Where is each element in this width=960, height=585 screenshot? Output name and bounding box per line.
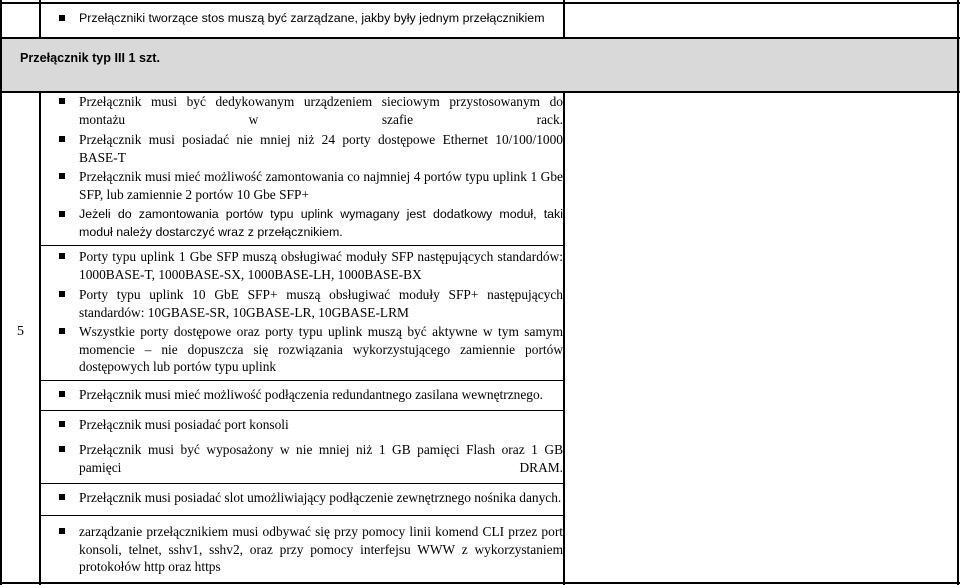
section-heading: Przełącznik typ III 1 szt. <box>20 51 160 65</box>
bullet-icon <box>59 421 65 427</box>
row-number: 5 <box>17 324 24 339</box>
list-item <box>58 286 563 321</box>
list-item-text: Przełączniki tworzące stos muszą być zarządzane, jakby były jednym przełącznikiem <box>79 11 545 25</box>
list-item <box>58 386 563 404</box>
list-item <box>58 168 563 203</box>
bullet-icon <box>59 494 65 500</box>
column-divider-description <box>563 0 565 38</box>
list-item <box>58 248 563 283</box>
list-item <box>58 441 563 476</box>
list-item-text: Jeżeli do zamontowania portów typu uplink wymagany jest dodatkowy moduł, taki moduł należy dostarczyć wraz z przełącznikiem. <box>79 207 563 239</box>
list-item <box>58 131 563 166</box>
item-divider <box>41 483 563 484</box>
item-divider <box>41 515 563 516</box>
table-border-top <box>0 2 960 4</box>
bullet-icon <box>59 173 65 179</box>
table-border-bottom <box>0 582 960 584</box>
bullet-icon <box>59 253 65 259</box>
list-item-text: Przełącznik musi posiadać port konsoli <box>79 417 289 432</box>
bullet-icon <box>59 446 65 452</box>
bullet-icon <box>59 328 65 334</box>
table-border-left <box>0 0 2 585</box>
list-item <box>58 323 563 376</box>
bullet-icon <box>59 98 65 104</box>
item-divider <box>41 410 563 411</box>
bullet-icon <box>59 391 65 397</box>
bullet-icon <box>59 15 65 21</box>
list-item-text: Przełącznik musi mieć możliwość zamontowania co najmniej 4 portów typu uplink 1 Gbe SFP, lub zamiennie 2 portów 10 Gbe SFP+ <box>79 169 563 202</box>
list-item-text: Przełącznik musi posiadać nie mniej niż 24 porty dostępowe Ethernet 10/100/1000 BASE-T <box>79 132 563 165</box>
bullet-icon <box>59 528 65 534</box>
list-item-text: zarządzanie przełącznikiem musi odbywać się przy pomocy linii komend CLI przez port konsoli, telnet, sshv1, sshv2, oraz przy pomocy interfejsu WWW z wykorzystaniem protokołów http oraz https <box>79 524 563 574</box>
list-item-text: Porty typu uplink 10 GbE SFP+ muszą obsługiwać moduły SFP+ następujących standardów: 10GBASE-SR, 10GBASE-LR, 10GBASE-LRM <box>79 287 563 320</box>
item-divider <box>41 245 563 246</box>
bullet-icon <box>59 211 65 217</box>
list-item-text: Przełącznik musi być wyposażony w nie mniej niż 1 GB pamięci Flash oraz 1 GB pamięci DRAM. <box>79 442 563 475</box>
list-item-text: Przełącznik musi mieć możliwość podłączenia redundantnego zasilana wewnętrznego. <box>79 387 544 402</box>
list-item <box>58 206 563 241</box>
column-divider-description <box>563 92 565 585</box>
list-item <box>58 416 563 434</box>
section-heading-band <box>0 38 960 92</box>
table-border-right <box>957 0 959 585</box>
list-item-text: Porty typu uplink 1 Gbe SFP muszą obsługiwać moduły SFP następujących standardów: 1000BASE-T, 1000BASE-SX, 1000BASE-LH, 1000BASE-BX <box>79 249 563 282</box>
column-divider-number <box>39 92 41 585</box>
column-divider-number <box>39 0 41 38</box>
list-item-text: Przełącznik musi być dedykowanym urządzeniem sieciowym przystosowanym do montażu w szafie rack. <box>79 94 563 127</box>
list-item-text: Przełącznik musi posiadać slot umożliwiający podłączenie zewnętrznego nośnika danych. <box>79 490 562 505</box>
list-item <box>58 10 563 28</box>
list-item <box>58 523 563 576</box>
item-divider <box>41 380 563 381</box>
list-item <box>58 93 563 128</box>
list-item <box>58 489 563 507</box>
bullet-icon <box>59 291 65 297</box>
bullet-icon <box>59 136 65 142</box>
list-item-text: Wszystkie porty dostępowe oraz porty typu uplink muszą być aktywne w tym samym momencie – nie dopuszcza się rozwiązania wykorzystującego zamiennie portów dostępowych lub portów typu uplink <box>79 324 563 374</box>
row-divider <box>0 37 960 39</box>
